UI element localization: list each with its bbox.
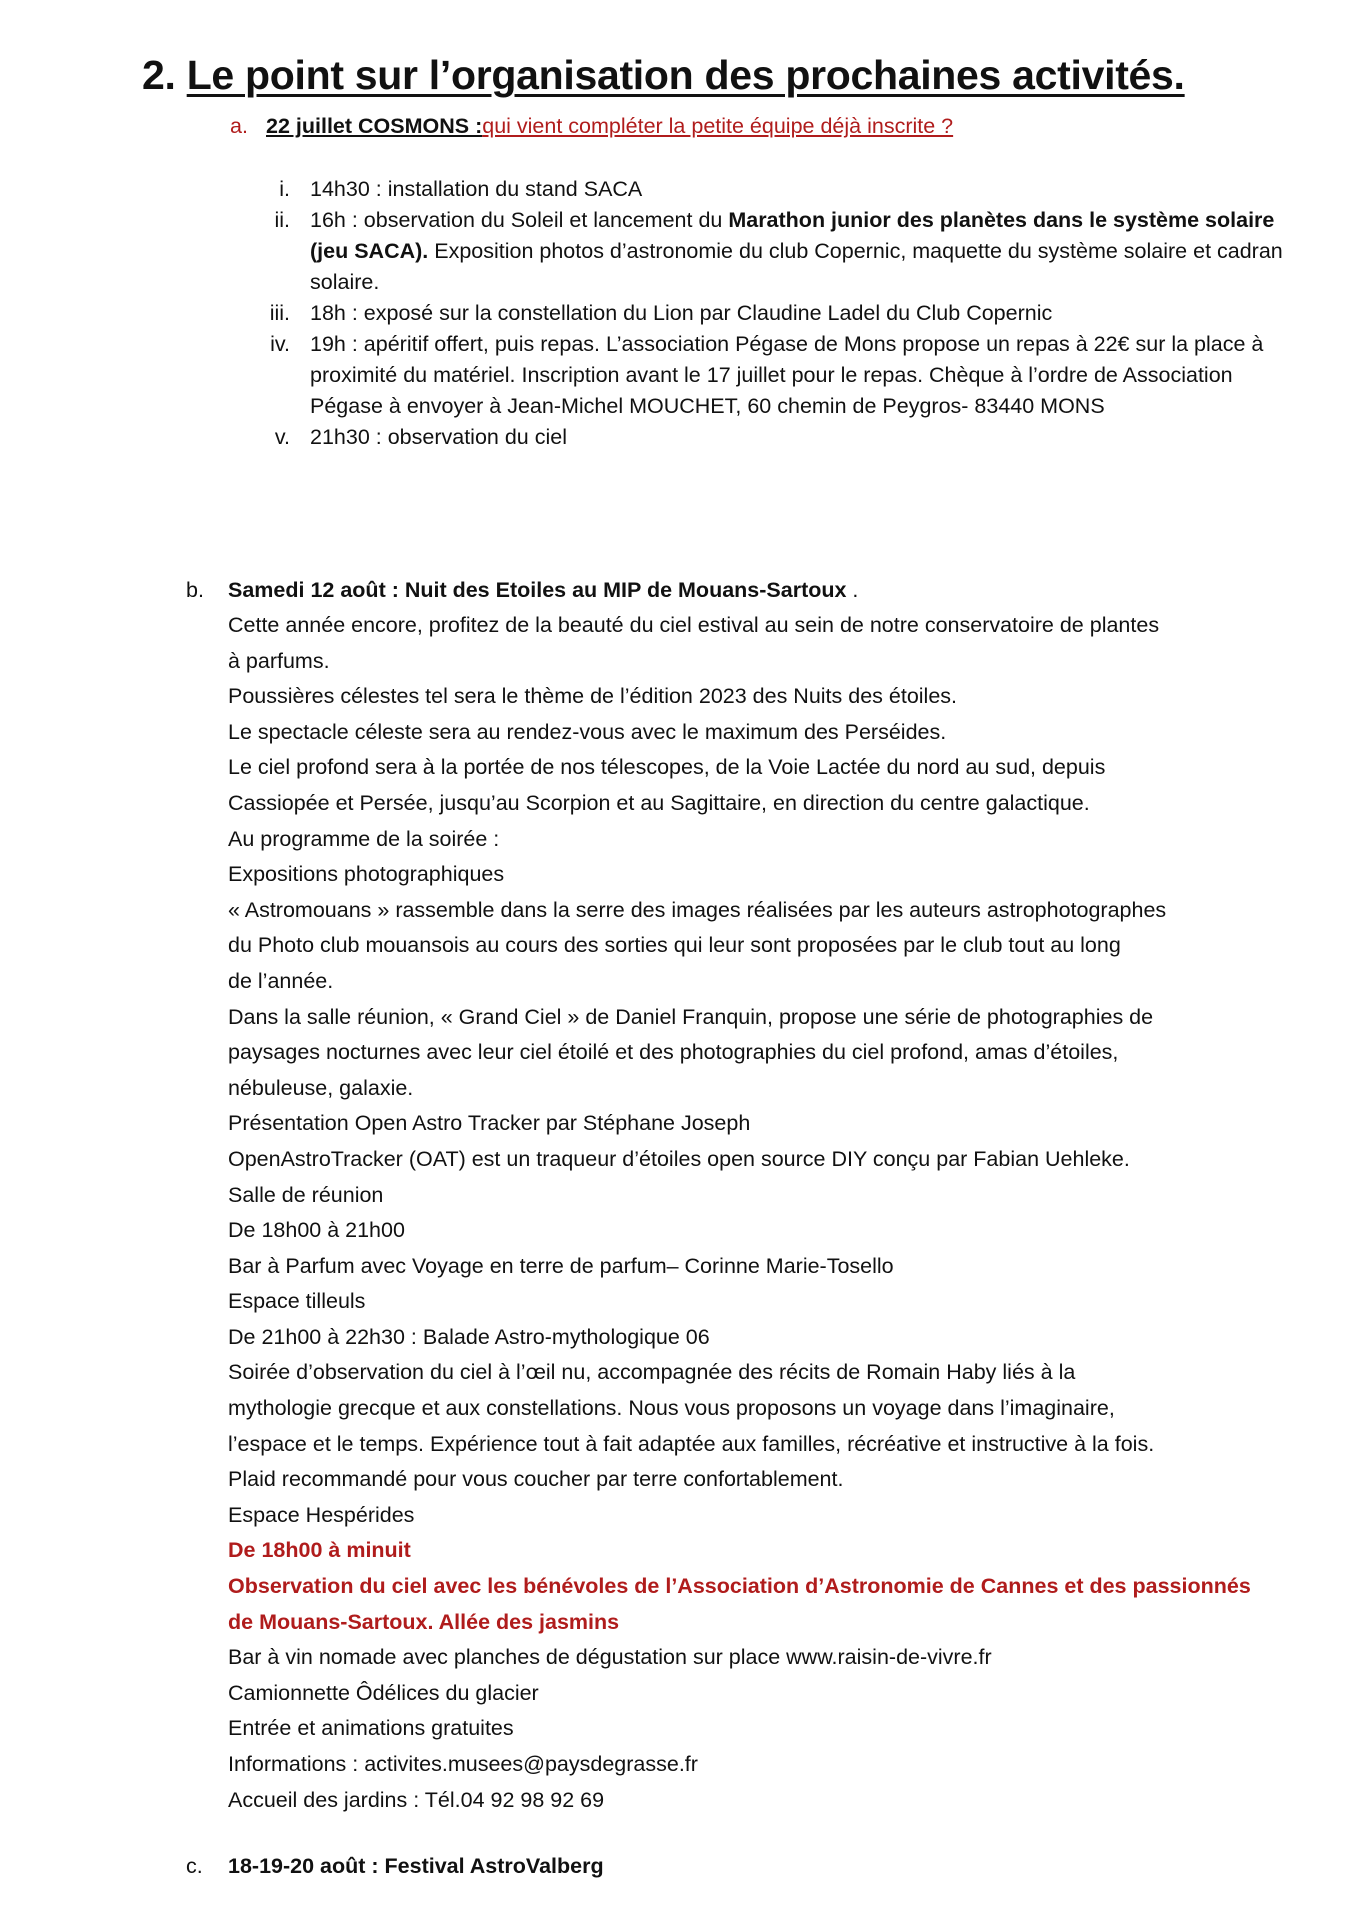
text-line: Au programme de la soirée : [228, 826, 500, 851]
section-title: Le point sur l’organisation des prochaines activités. [186, 52, 1185, 98]
highlight-line: De 18h00 à minuit [228, 1538, 411, 1563]
text-line: de l’année. [228, 968, 334, 993]
text-line: Plaid recommandé pour vous coucher par terre confortablement. [228, 1467, 844, 1492]
highlight-line: de Mouans-Sartoux. Allée des jasmins [228, 1609, 620, 1634]
cosmons-schedule-list [250, 174, 1290, 453]
text-line: Présentation Open Astro Tracker par Stéphane Joseph [228, 1111, 751, 1136]
section-b-header [186, 578, 858, 603]
text-line: Le spectacle céleste sera au rendez-vous avec le maximum des Perséides. [228, 719, 947, 744]
section-b-title-suffix: . [846, 578, 859, 602]
text-line: De 18h00 à 21h00 [228, 1218, 405, 1243]
list-item [250, 174, 1290, 205]
text-line: Accueil des jardins : Tél.04 92 98 92 69 [228, 1787, 605, 1812]
section-a-question: qui vient compléter la petite équipe déjà inscrite ? [482, 114, 954, 138]
section-c-title: 18-19-20 août : Festival AstroValberg [228, 1854, 604, 1878]
text-line: Cassiopée et Persée, jusqu’au Scorpion et au Sagittaire, en direction du centre galactique. [228, 790, 1090, 815]
text-line: Espace tilleuls [228, 1289, 366, 1314]
list-item-number: ii. [274, 208, 290, 232]
text-line: Expositions photographiques [228, 862, 505, 887]
list-item [250, 329, 1290, 422]
text-line: Camionnette Ôdélices du glacier [228, 1680, 539, 1705]
text-line: Dans la salle réunion, « Grand Ciel » de Daniel Franquin, propose une série de photographies de [228, 1004, 1154, 1029]
section-a-date: 22 juillet COSMONS : [266, 114, 483, 138]
text-line: Cette année encore, profitez de la beauté du ciel estival au sein de notre conservatoire de plantes [228, 613, 1160, 637]
list-item-text: 14h30 : installation du stand SACA [310, 177, 643, 201]
list-item [250, 205, 1290, 298]
text-line: OpenAstroTracker (OAT) est un traqueur d’étoiles open source DIY conçu par Fabian Uehleke. [228, 1146, 1130, 1171]
highlight-line: Observation du ciel avec les bénévoles de l’Association d’Astronomie de Cannes et des passionnés [228, 1574, 1251, 1599]
text-line: l’espace et le temps. Expérience tout à fait adaptée aux familles, récréative et instructive à la fois. [228, 1431, 1155, 1456]
list-item-text: 16h : observation du Soleil et lancement du [310, 208, 729, 232]
list-item-number: iii. [269, 301, 290, 325]
list-item-text: 18h : exposé sur la constellation du Lion par Claudine Ladel du Club Copernic [310, 301, 1053, 325]
text-line: Le ciel profond sera à la portée de nos télescopes, de la Voie Lactée du nord au sud, depuis [228, 755, 1106, 780]
list-item [250, 422, 1290, 453]
text-line: du Photo club mouansois au cours des sorties qui leur sont proposées par le club tout au long [228, 933, 1121, 958]
section-b-body [228, 608, 1308, 1818]
section-a-header [230, 114, 953, 139]
text-line: De 21h00 à 22h30 : Balade Astro-mythologique 06 [228, 1324, 710, 1349]
text-line: Soirée d’observation du ciel à l’œil nu, accompagnée des récits de Romain Haby liés à la [228, 1360, 1076, 1385]
list-item-number: i. [279, 177, 290, 201]
text-line: à parfums. [228, 648, 330, 673]
list-item-number: iv. [270, 332, 290, 356]
list-item-number: v. [274, 425, 290, 449]
text-line: Espace Hespérides [228, 1502, 415, 1527]
list-item-text: 19h : apéritif offert, puis repas. L’association Pégase de Mons propose un repas à 22€ sur la place à proximité du matériel. Inscription avant le 17 juillet pour le repas. Chèque à l’ordre de Association Pégase à envoyer à Jean-Michel MOUCHET, 60 chemin de Peygros- 83440 MONS [310, 332, 1264, 418]
list-item [250, 298, 1290, 329]
section-c-marker: c. [186, 1854, 203, 1878]
list-item-text: Exposition photos d’astronomie du club Copernic, maquette du système solaire et cadran solaire. [310, 239, 1283, 294]
text-line: mythologie grecque et aux constellations. Nous vous proposons un voyage dans l’imaginaire, [228, 1396, 1115, 1421]
text-line: Salle de réunion [228, 1182, 384, 1207]
text-line: Bar à Parfum avec Voyage en terre de parfum– Corinne Marie-Tosello [228, 1253, 894, 1278]
section-b-title: Samedi 12 août : Nuit des Etoiles au MIP de Mouans-Sartoux [228, 578, 847, 602]
section-c-header [186, 1854, 604, 1879]
text-line: Entrée et animations gratuites [228, 1716, 514, 1741]
section-heading [142, 52, 1185, 99]
text-line: nébuleuse, galaxie. [228, 1075, 414, 1100]
text-line: Bar à vin nomade avec planches de dégustation sur place www.raisin-de-vivre.fr [228, 1645, 992, 1670]
text-line: « Astromouans » rassemble dans la serre des images réalisées par les auteurs astrophotographes [228, 897, 1167, 922]
text-line: Poussières célestes tel sera le thème de l’édition 2023 des Nuits des étoiles. [228, 684, 958, 709]
section-a-marker: a. [230, 114, 248, 138]
text-line: Informations : activites.musees@paysdegrasse.fr [228, 1752, 698, 1776]
marathon-highlight: Marathon junior des planètes dans le système solaire (jeu SACA). [310, 208, 1275, 263]
text-line: paysages nocturnes avec leur ciel étoilé et des photographies du ciel profond, amas d’étoiles, [228, 1040, 1119, 1065]
section-number: 2. [142, 52, 176, 98]
list-item-text: 21h30 : observation du ciel [310, 425, 567, 449]
section-b-marker: b. [186, 578, 204, 602]
